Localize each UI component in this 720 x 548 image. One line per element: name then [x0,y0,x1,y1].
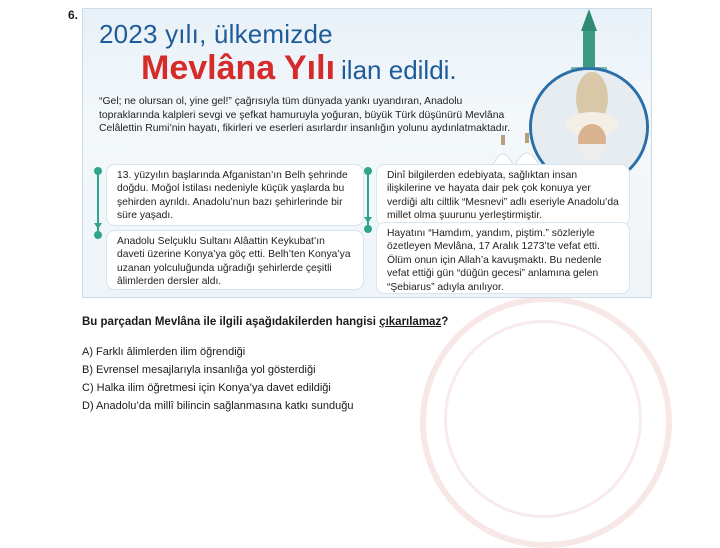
highlight-text: Mevlâna Yılı [141,49,336,87]
timeline-arrow-1 [94,223,102,229]
subtitle-rest: ilan edildi. [341,55,457,85]
question-number: 6. [68,8,79,22]
infographic-title: 2023 yılı, ülkemizde [99,19,333,49]
option-c[interactable]: C) Halka ilim öğretmesi için Konya’ya davet edildiği [82,382,331,394]
question-underlined-word: çıkarılamaz [379,316,442,328]
timeline-dot-3 [364,167,372,175]
timeline-dot-1 [94,167,102,175]
infographic-subtitle [141,49,457,88]
timeline-line-left [97,171,99,231]
infographic-panel [82,8,652,298]
fact-card-2: Anadolu Selçuklu Sultanı Alâattin Keykubat’ın daveti üzerine Konya’ya göç etti. Belh’ten Konya’ya uzanan yolculuğunda uğradığı şehirlerde çeşitli âlimlerden dersler aldı. [107,231,363,289]
question-text-before: Bu parçadan Mevlâna ile ilgili aşağıdakilerden hangisi [82,316,380,328]
intro-paragraph: “Gel; ne olursan ol, yine gel!” çağrısıyla tüm dünyada yankı uyandıran, Anadolu topraklarında kalpleri sevgi ve şefkat hamuruyla yoğuran, büyük Türk düşünürü Mevlâna Celâlettin Rumi’nin hayatı, fikirleri ve eserleri asırlardır insanlığın yolunu aydınlatmaktadır. [99,96,511,135]
question-text-after: ? [441,316,449,328]
watermark-seal-inner [444,320,642,518]
option-a[interactable]: A) Farklı âlimlerden ilim öğrendiği [82,346,246,358]
fact-card-1: 13. yüzyılın başlarında Afganistan’ın Belh şehrinde doğdu. Moğol İstilası nedeniyle küçük yaşlarda bu şehirden ayrıldı. Anadolu’nun bazı şehirlerinde bir süre yaşadı. [107,165,363,225]
option-b[interactable]: B) Evrensel mesajlarıyla insanlığa yol gösterdiği [82,364,316,376]
timeline-dot-2 [94,231,102,239]
fact-card-3: Dinî bilgilerden edebiyata, sağlıktan insan ilişkilerine ve hayata dair pek çok konuya yer verdiği altı ciltlik “Mesnevi” adlı eseriyle Anadolu’da millet olma şuurunu yerleştirmiştir. [377,165,629,225]
fact-card-4: Hayatını “Hamdım, yandım, piştim.” sözleriyle özetleyen Mevlâna, 17 Aralık 1273’te vefat etti. Ölüm onun için Allah’a kavuşmaktı. Bu nedenle vefat ettiği gün “düğün gecesi” anlamına gelen “Şebiarus” adıyla anılıyor. [377,223,629,293]
timeline-arrow-2 [364,217,372,223]
timeline-dot-4 [364,225,372,233]
option-d[interactable]: D) Anadolu’da millî bilincin sağlanmasına katkı sunduğu [82,400,354,412]
question-text [82,316,448,328]
